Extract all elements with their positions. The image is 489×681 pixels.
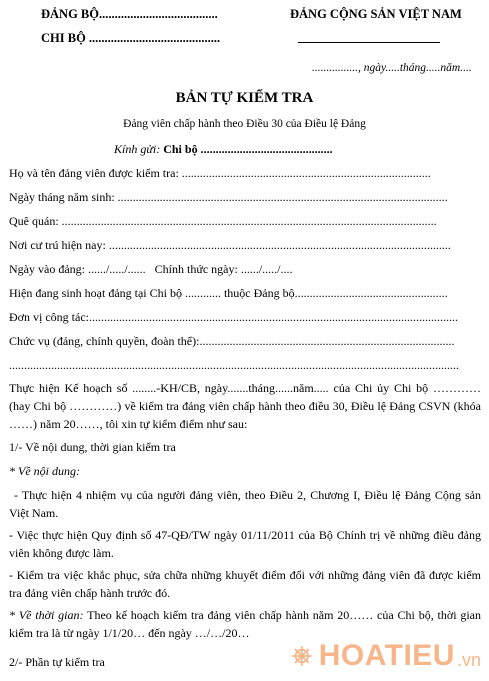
field-date-of-birth[interactable]: Ngày tháng năm sinh: .............................................................................................................. [9, 190, 448, 204]
party-cell-label: CHI BỘ .......................................... [41, 31, 221, 45]
content-subheading: * Về nội dung: [9, 464, 80, 478]
field-position-continued[interactable]: ...................................................................................................................................................... [9, 358, 459, 372]
document-subtitle: Đảng viên chấp hành theo Điều 30 của Điều lệ Đảng [123, 118, 366, 130]
duty-bullet-3: - Kiểm tra việc khắc phục, sửa chữa những khuyết điểm đối với những đảng viên đã được kiểm tra đảng viên chấp hành trước đó. [9, 568, 481, 600]
recipient-label: Kính gửi: [114, 142, 161, 156]
hoatieu-watermark [291, 635, 481, 677]
field-position[interactable]: Chức vụ (đảng, chính quyền, đoàn thể):..................................................................................... [9, 334, 455, 348]
recipient-line [114, 142, 333, 157]
duty-bullet-2: - Việc thực hiện Quy định số 47-QĐ/TW ngày 01/11/2011 của Bộ Chính trị về những điều đảng viên không được làm. [9, 528, 481, 560]
header-underline [298, 42, 440, 43]
field-work-unit[interactable]: Đơn vị công tác:........................................................................................................................... [9, 310, 458, 324]
field-party-cell[interactable]: Hiện đang sinh hoạt đảng tại Chi bộ ............ thuộc Đảng bộ................................................... [9, 286, 448, 300]
field-residence[interactable]: Nơi cư trú hiện nay: .................................................................................................................. [9, 238, 451, 252]
document-title: BẢN TỰ KIỂM TRA [175, 90, 314, 106]
date-line: ................, ngày.....tháng.....năm.... [312, 62, 472, 74]
time-text: Theo kế hoạch kiểm tra đảng viên chấp hành năm 20…… của Chi bộ, thời gian kiểm tra là từ ngày 1/1/20… đến ngày …/…/20… [9, 608, 482, 640]
watermark-tld: .vn [456, 649, 481, 670]
party-name: ĐẢNG CỘNG SẢN VIỆT NAM [290, 7, 462, 21]
section-2-heading: 2/- Phần tự kiểm tra [9, 655, 105, 669]
field-full-name[interactable]: Họ và tên đảng viên được kiểm tra: ................................................................................... [9, 166, 431, 180]
section-1-heading: 1/- Về nội dung, thời gian kiểm tra [9, 440, 176, 454]
field-join-date[interactable]: Ngày vào đảng: ....../...../...... [9, 262, 146, 276]
field-party-join-dates[interactable] [9, 262, 293, 277]
ship-wheel-icon [291, 637, 313, 675]
recipient-value: Chi bộ ............................................ [163, 142, 333, 156]
time-label: * Về thời gian: [9, 608, 84, 622]
watermark-word: HOATIEU [318, 639, 455, 672]
field-hometown[interactable]: Quê quán: ............................................................................................................................. [9, 214, 437, 228]
intro-paragraph: Thực hiện Kế hoạch số ........-KH/CB, ngày.......tháng......năm..... của Chi ủy Chi bộ ………… (hay Chi bộ …………) về kiểm tra đảng viên chấp hành theo điều 30, Điều lệ Đảng CSVN (khóa ……) năm 20……, tôi xin tự kiểm điểm như sau: [9, 381, 481, 431]
field-official-date[interactable]: Chính thức ngày: ....../...../.... [154, 262, 293, 276]
duty-bullet-1: - Thực hiện 4 nhiệm vụ của người đảng viên, theo Điều 2, Chương I, Điều lệ Đảng Cộng sản Việt Nam. [9, 488, 481, 520]
party-committee-label: ĐẢNG BỘ...................................... [41, 7, 218, 21]
